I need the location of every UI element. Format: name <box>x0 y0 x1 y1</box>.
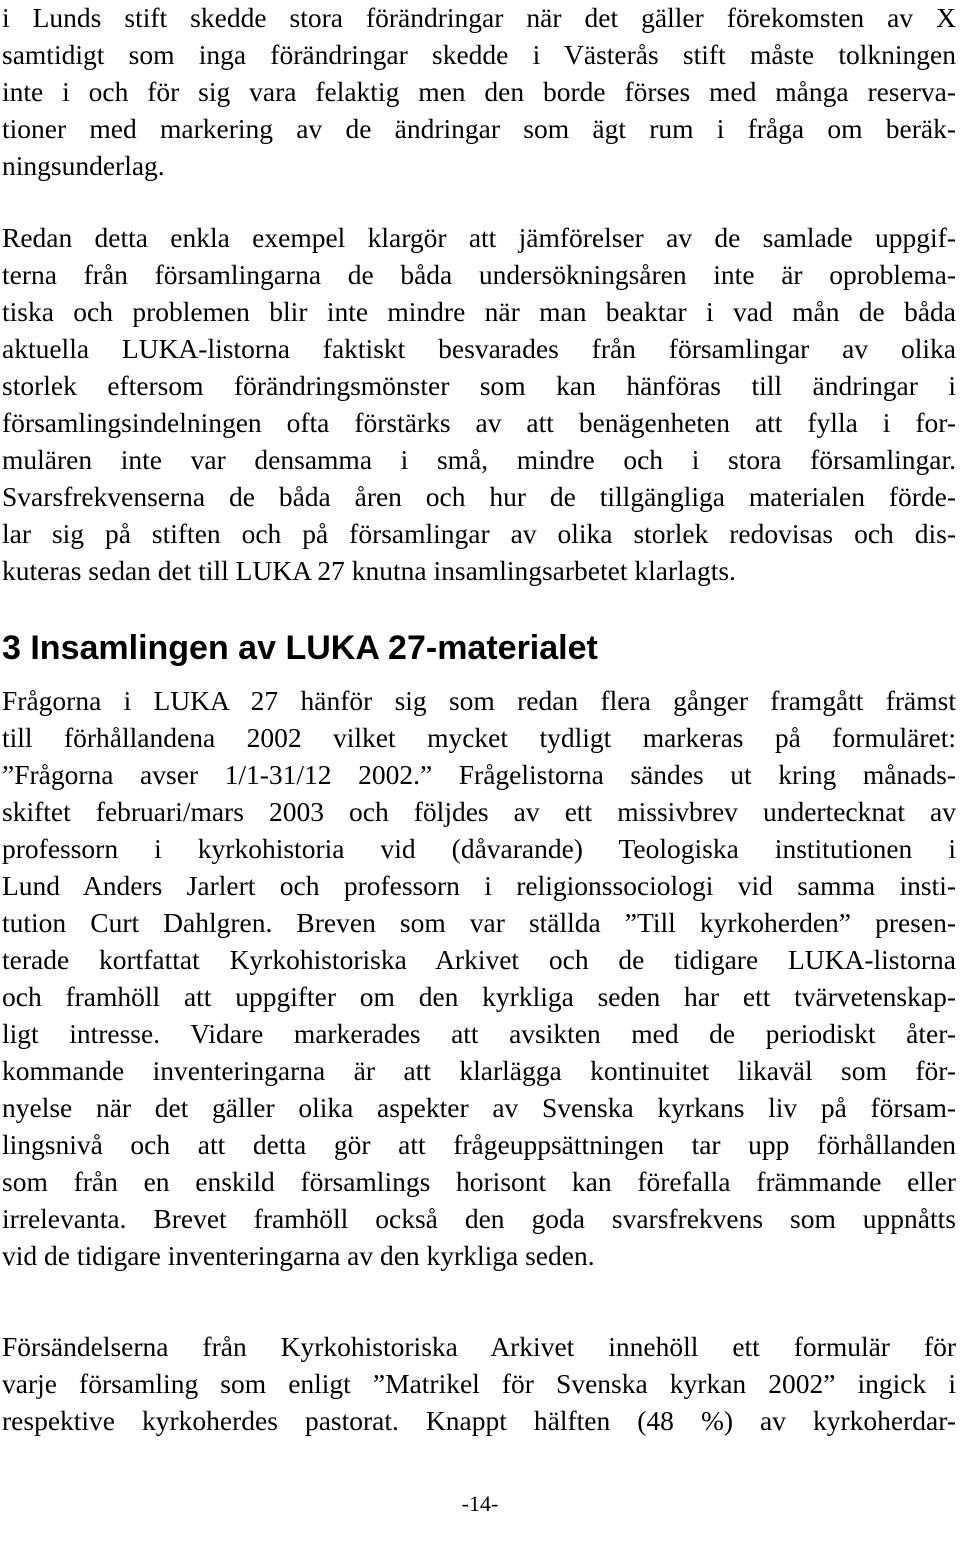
text-line: till förhållandena 2002 vilket mycket tydligt markeras på formuläret: <box>2 722 956 753</box>
text-line: vid de tidigare inventeringarna av den kyrkliga seden. <box>2 1240 595 1271</box>
text-line: terna från församlingarna de båda undersökningsåren inte är oproblema- <box>2 259 956 290</box>
text-line: ligt intresse. Vidare markerades att avsikten med de periodiskt åter- <box>2 1018 956 1049</box>
text-line: inte i och för sig vara felaktig men den borde förses med många reserva- <box>2 76 956 107</box>
text-line: professorn i kyrkohistoria vid (dåvarande) Teologiska institutionen i <box>2 833 956 864</box>
text-line: tioner med markering av de ändringar som ägt rum i fråga om beräk- <box>2 113 956 144</box>
text-line: kommande inventeringarna är att klarlägga kontinuitet likaväl som för- <box>2 1055 956 1086</box>
text-line: varje församling som enligt ”Matrikel för Svenska kyrkan 2002” ingick i <box>2 1368 956 1399</box>
text-line: mulären inte var densamma i små, mindre och i stora församlingar. <box>2 444 956 475</box>
text-line: respektive kyrkoherdes pastorat. Knappt hälften (48 %) av kyrkoherdar- <box>2 1405 956 1436</box>
text-line: Svarsfrekvenserna de båda åren och hur de tillgängliga materialen förde- <box>2 481 956 512</box>
text-line: i Lunds stift skedde stora förändringar när det gäller förekomsten av X <box>2 2 956 33</box>
text-line: ”Frågorna avser 1/1-31/12 2002.” Frågelistorna sändes ut kring månads- <box>2 759 956 790</box>
text-line: terade kortfattat Kyrkohistoriska Arkivet och de tidigare LUKA-listorna <box>2 944 956 975</box>
text-line: lingsnivå och att detta gör att frågeuppsättningen tar upp förhållanden <box>2 1129 956 1160</box>
text-line: nyelse när det gäller olika aspekter av Svenska kyrkans liv på försam- <box>2 1092 956 1123</box>
text-line: Försändelserna från Kyrkohistoriska Arkivet innehöll ett formulär för <box>2 1331 956 1362</box>
text-line: aktuella LUKA-listorna faktiskt besvarades från församlingar av olika <box>2 333 956 364</box>
page-number: -14- <box>461 1491 499 1516</box>
text-line: Redan detta enkla exempel klargör att jämförelser av de samlade uppgif- <box>2 222 956 253</box>
text-line: tiska och problemen blir inte mindre när man beaktar i vad mån de båda <box>2 296 956 327</box>
text-line: Lund Anders Jarlert och professorn i religionssociologi vid samma insti- <box>2 870 956 901</box>
text-line: Frågorna i LUKA 27 hänför sig som redan flera gånger framgått främst <box>2 685 956 716</box>
text-line: samtidigt som inga förändringar skedde i Västerås stift måste tolkningen <box>2 39 956 70</box>
text-line: som från en enskild församlings horisont kan förefalla främmande eller <box>2 1166 956 1197</box>
text-line: församlingsindelningen ofta förstärks av att benägenheten att fylla i for- <box>2 407 956 438</box>
text-line: storlek eftersom förändringsmönster som kan hänföras till ändringar i <box>2 370 956 401</box>
text-line: och framhöll att uppgifter om den kyrkliga seden har ett tvärvetenskap- <box>2 981 956 1012</box>
text-line: kuteras sedan det till LUKA 27 knutna insamlingsarbetet klarlagts. <box>2 555 736 586</box>
text-line: irrelevanta. Brevet framhöll också den goda svarsfrekvens som uppnåtts <box>2 1203 956 1234</box>
text-line: ningsunderlag. <box>2 150 165 181</box>
text-line: skiftet februari/mars 2003 och följdes av ett missivbrev undertecknat av <box>2 796 956 827</box>
section-heading: 3 Insamlingen av LUKA 27-materialet <box>2 629 598 667</box>
text-line: lar sig på stiften och på församlingar av olika storlek redovisas och dis- <box>2 518 956 549</box>
text-line: tution Curt Dahlgren. Breven som var ställda ”Till kyrkoherden” presen- <box>2 907 956 938</box>
